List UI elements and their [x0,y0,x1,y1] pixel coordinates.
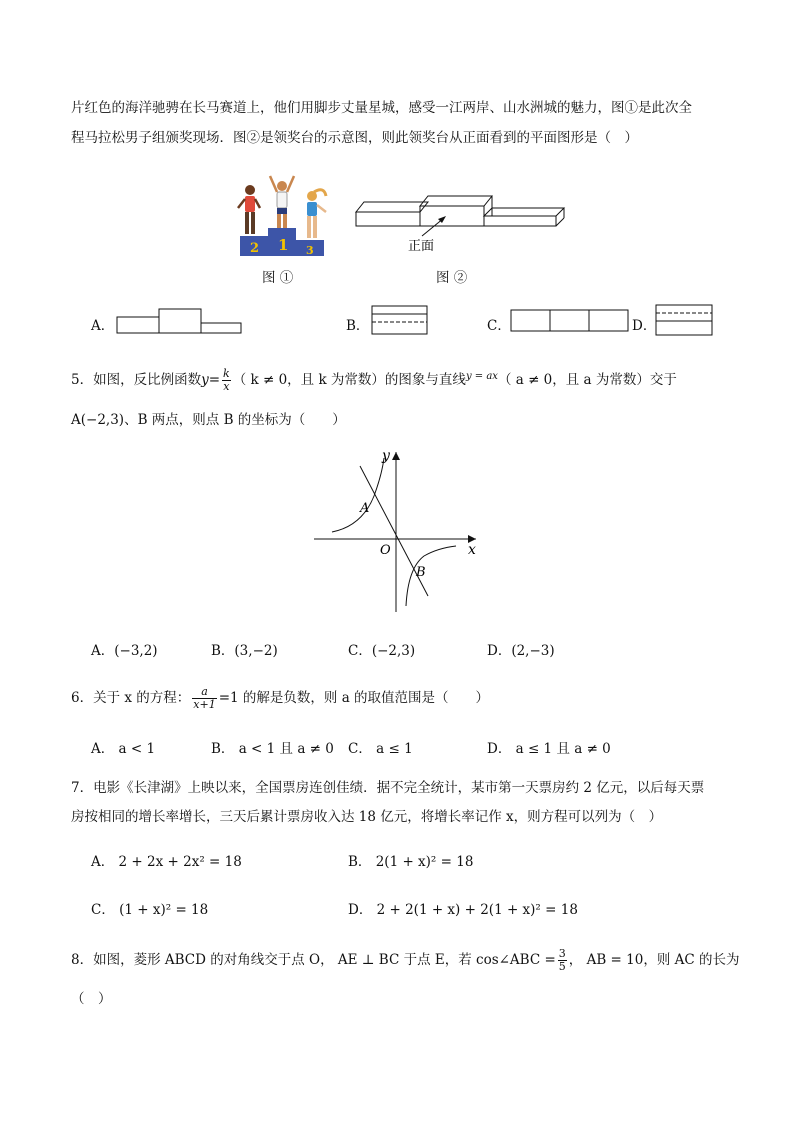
podium-digit-2: 2 [250,241,260,256]
right-block-front [484,216,556,226]
q6-option-b: B． a < 1 且 a ≠ 0 [211,741,334,757]
q4-option-b-label: B． [346,318,370,334]
q4-option-b-figure [370,304,430,336]
q5-eq-y: y [201,372,209,388]
right-block-top [484,208,564,216]
q5-condition-1: （ k ≠ 0，且 k 为常数）的图象与直线 [232,372,466,388]
q5-fraction [222,368,231,393]
podium-schematic-figure [352,190,572,260]
q8-frac-den: 5 [558,960,566,973]
q5-eq-sign: = [208,372,221,388]
q6-prefix: 6．关于 x 的方程： [71,690,191,706]
q6-text [71,686,489,711]
center-block-top [420,196,492,206]
podium-photo-figure [234,172,334,260]
q8-fraction [558,948,567,973]
q7-option-c: C． (1 + x)² = 18 [91,902,209,918]
left-block-top [356,202,428,212]
q4-text-line2: 程马拉松男子组颁奖现场．图②是领奖台的示意图，则此领奖台从正面看到的平面图形是（ ） [71,130,638,146]
q5-frac-den: x [223,380,230,393]
athlete-third-icon [307,190,326,238]
q5-option-c: C．(−2,3) [348,643,416,659]
athlete-first-icon [270,176,294,228]
figure-2-caption: 图 ② [436,270,468,286]
q4-option-d-label: D． [632,318,657,334]
q4-option-a-figure [115,306,245,336]
q6-suffix: =1 的解是负数，则 a 的取值范围是（ ） [218,690,490,706]
q5-option-a: A．(−3,2) [91,643,158,659]
hyperbola-branch-upper [332,458,384,532]
q5-function-graph [310,446,490,616]
q7-text-line2: 房按相同的增长率增长，三天后累计票房收入达 18 亿元，将增长率记作 x，则方程可以列为（ ） [71,809,663,825]
q4-option-c-figure [509,308,631,334]
q5-condition-2: （ a ≠ 0，且 a 为常数）交于 [497,372,677,388]
q4-option-a-label: A． [91,318,115,334]
q5-prefix: 5．如图，反比例函数 [71,372,202,388]
q5-option-d: D．(2,−3) [487,643,555,659]
q7-option-d: D． 2 + 2(1 + x) + 2(1 + x)² = 18 [348,902,578,918]
q5-text-line1 [71,368,677,393]
q7-option-b: B． 2(1 + x)² = 18 [348,854,474,870]
point-a-label: A [360,501,370,516]
podium-digit-1: 1 [278,236,289,254]
figure-1-caption: 图 ① [262,270,294,286]
athlete-second-icon [238,185,260,234]
q5-text-line2: A(−2,3)、B 两点，则点 B 的坐标为（ ） [71,412,346,428]
q6-option-d: D． a ≤ 1 且 a ≠ 0 [487,741,611,757]
q8-frac-num: 3 [558,947,566,960]
center-block-front [420,206,484,226]
x-axis-label: x [468,542,476,558]
q5-option-b: B．(3,−2) [211,643,278,659]
q6-option-c: C． a ≤ 1 [348,741,413,757]
left-block-front [356,212,420,226]
front-label: 正面 [408,239,435,254]
q8-text-line2: （ ） [71,991,112,1007]
q6-option-a: A． a < 1 [91,741,156,757]
q4-text-line1: 片红色的海洋驰骋在长马赛道上，他们用脚步丈量星城，感受一江两岸、山水洲城的魅力，图①是此次全 [71,100,692,116]
q4-option-c-label: C． [487,318,511,334]
hyperbola-branch-lower [406,546,456,606]
podium-digit-3: 3 [306,244,314,257]
q8-suffix: ， AB = 10，则 AC 的长为 [568,952,740,968]
q8-prefix: 8．如图，菱形 ABCD 的对角线交于点 O， AE ⊥ BC 于点 E，若 cos∠ABC = [71,952,556,968]
q6-frac-num: a [192,686,216,699]
q7-option-a: A． 2 + 2x + 2x² = 18 [91,854,242,870]
right-block-edge [556,218,564,226]
y-axis-label: y [382,448,390,464]
q6-fraction [192,686,216,711]
q6-frac-den: x+1 [193,698,216,711]
q8-text-line1 [71,948,740,973]
origin-label: O [380,543,391,558]
y-axis-arrow [392,452,400,460]
point-b-label: B [416,565,426,580]
q5-frac-num: k [223,367,230,380]
q7-text-line1: 7．电影《长津湖》上映以来，全国票房连创佳绩．据不完全统计，某市第一天票房约 2 亿元，以后每天票 [71,780,705,796]
q5-line-eq: y = ax [465,371,498,382]
q4-option-d-figure [654,303,714,337]
